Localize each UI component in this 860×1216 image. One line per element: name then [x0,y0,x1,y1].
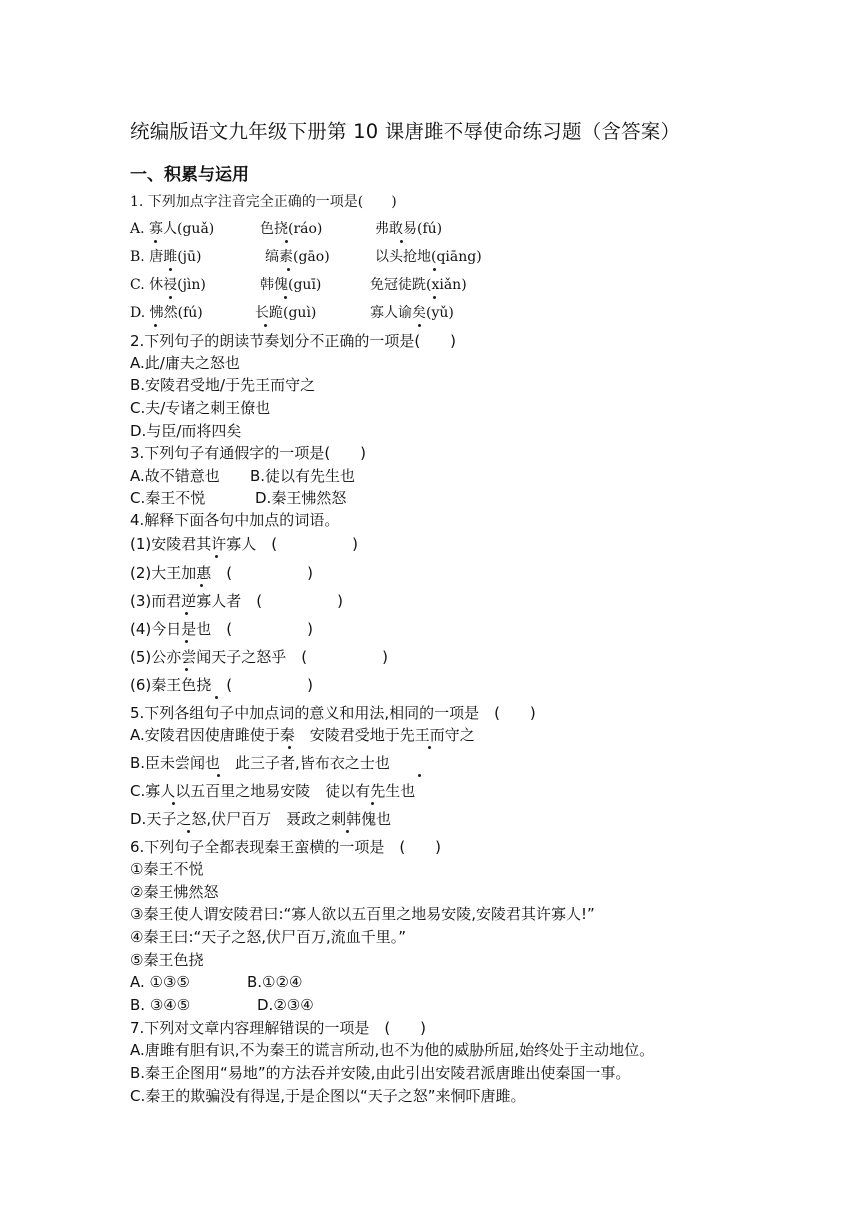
emphasis-dot [400,240,403,243]
question-5-stem: 5.下列各组句子中加点词的意义和用法,相同的一项是 ( ) [130,704,536,722]
emphasis-dot [185,640,188,643]
q4-item-5: (5)公亦尝闻天子之怒乎 ( ) [130,648,388,666]
q1-option-b-1: B. 唐雎(jū) [130,249,202,265]
question-6-stem: 6.下列句子全都表现秦王蛮横的一项是 ( ) [130,838,442,856]
emphasis-dot [215,696,218,699]
emphasis-dot [187,830,190,833]
q6-item-2: ②秦王怫然怒 [130,883,219,901]
q1-option-b-2: 缟素(gāo) [265,249,330,265]
question-7-stem: 7.下列对文章内容理解错误的一项是 ( ) [130,1019,427,1037]
q1-option-d-2: 长跪(guì) [255,305,317,321]
emphasis-dot [185,668,188,671]
emphasis-dot [169,296,172,299]
emphasis-dot [154,240,157,243]
emphasis-dot [371,802,374,805]
emphasis-dot [285,240,288,243]
q1-option-b-3: 以头抢地(qiāng) [375,249,482,265]
q5-option-c: C.寡人以五百里之地易安陵 徒以有先生也 [130,782,416,800]
emphasis-dot [433,268,436,271]
q2-option-d: D.与臣/而将四矣 [130,422,242,440]
emphasis-dot [200,584,203,587]
question-1-stem: 1. 下列加点字注音完全正确的一项是( ) [130,194,397,210]
emphasis-dot [172,802,175,805]
question-3-stem: 3.下列句子有通假字的一项是( ) [130,444,367,462]
q3-option-d: D.秦王怫然怒 [255,489,347,507]
q7-option-b: B.秦王企图用“易地”的方法吞并安陵,由此引出安陵君派唐雎出使秦国一事。 [130,1064,631,1082]
q3-option-b: B.徒以有先生也 [250,467,356,485]
q6-option-b: B.①②④ [247,973,303,991]
document-title: 统编版语文九年级下册第 10 课唐雎不辱使命练习题（含答案） [130,120,681,143]
section-heading: 一、积累与运用 [130,165,249,185]
emphasis-dot [433,296,436,299]
emphasis-dot [428,746,431,749]
emphasis-dot [418,774,421,777]
q2-option-c: C.夫/专诸之刺王僚也 [130,399,271,417]
q3-option-a: A.故不错意也 [130,467,220,485]
emphasis-dot [185,612,188,615]
q4-item-1: (1)安陵君其许寡人 ( ) [130,535,358,553]
emphasis-dot [418,324,421,327]
emphasis-dot [346,830,349,833]
emphasis-dot [169,268,172,271]
emphasis-dot [288,746,291,749]
q1-option-a-2: 色挠(ráo) [260,221,323,237]
emphasis-dot [215,555,218,558]
q6-option-a: A. ①③⑤ [130,973,190,991]
q1-option-d-3: 寡人谕矣(yǔ) [370,305,454,321]
q5-option-b: B.臣未尝闻也 此三子者,皆布衣之士也 [130,754,390,772]
q5-option-d: D.天子之怒,伏尸百万 聂政之刺韩傀也 [130,810,392,828]
q6-item-5: ⑤秦王色挠 [130,951,204,969]
q5-option-a: A.安陵君因使唐雎使于秦 安陵君受地于先王而守之 [130,726,475,744]
q2-option-b: B.安陵君受地/于先王而守之 [130,376,316,394]
q4-item-3: (3)而君逆寡人者 ( ) [130,592,343,610]
q7-option-c: C.秦王的欺骗没有得逞,于是企图以“天子之怒”来恫吓唐雎。 [130,1087,526,1105]
q4-item-2: (2)大王加惠 ( ) [130,564,313,582]
q1-option-d-1: D. 怫然(fú) [130,305,203,321]
q3-option-c: C.秦王不悦 [130,489,206,507]
q2-option-a: A.此/庸夫之怒也 [130,354,240,372]
q6-option-d: D.②③④ [257,996,314,1014]
q6-item-4: ④秦王曰:“天子之怒,伏尸百万,流血千里。” [130,928,407,946]
q4-item-6: (6)秦王色挠 ( ) [130,676,313,694]
emphasis-dot [287,268,290,271]
q4-item-4: (4)今日是也 ( ) [130,620,313,638]
q6-item-3: ③秦王使人谓安陵君曰:“寡人欲以五百里之地易安陵,安陵君其许寡人!” [130,905,595,923]
emphasis-dot [217,774,220,777]
question-4-stem: 4.解释下面各句中加点的词语。 [130,511,340,529]
emphasis-dot [264,324,267,327]
q6-item-1: ①秦王不悦 [130,860,204,878]
q1-option-a-3: 弗敢易(fú) [375,221,443,237]
question-2-stem: 2.下列句子的朗读节奏划分不正确的一项是( ) [130,332,457,350]
emphasis-dot [284,296,287,299]
emphasis-dot [154,324,157,327]
q1-option-a-1: A. 寡人(guǎ) [130,221,215,237]
q1-option-c-3: 免冠徒跣(xiǎn) [370,277,467,293]
q1-option-c-2: 韩傀(guī) [260,277,322,293]
q6-option-b2: B. ③④⑤ [130,996,191,1014]
q1-option-c-1: C. 休祲(jìn) [130,277,206,293]
q7-option-a: A.唐雎有胆有识,不为秦王的谎言所动,也不为他的威胁所屈,始终处于主动地位。 [130,1041,655,1059]
